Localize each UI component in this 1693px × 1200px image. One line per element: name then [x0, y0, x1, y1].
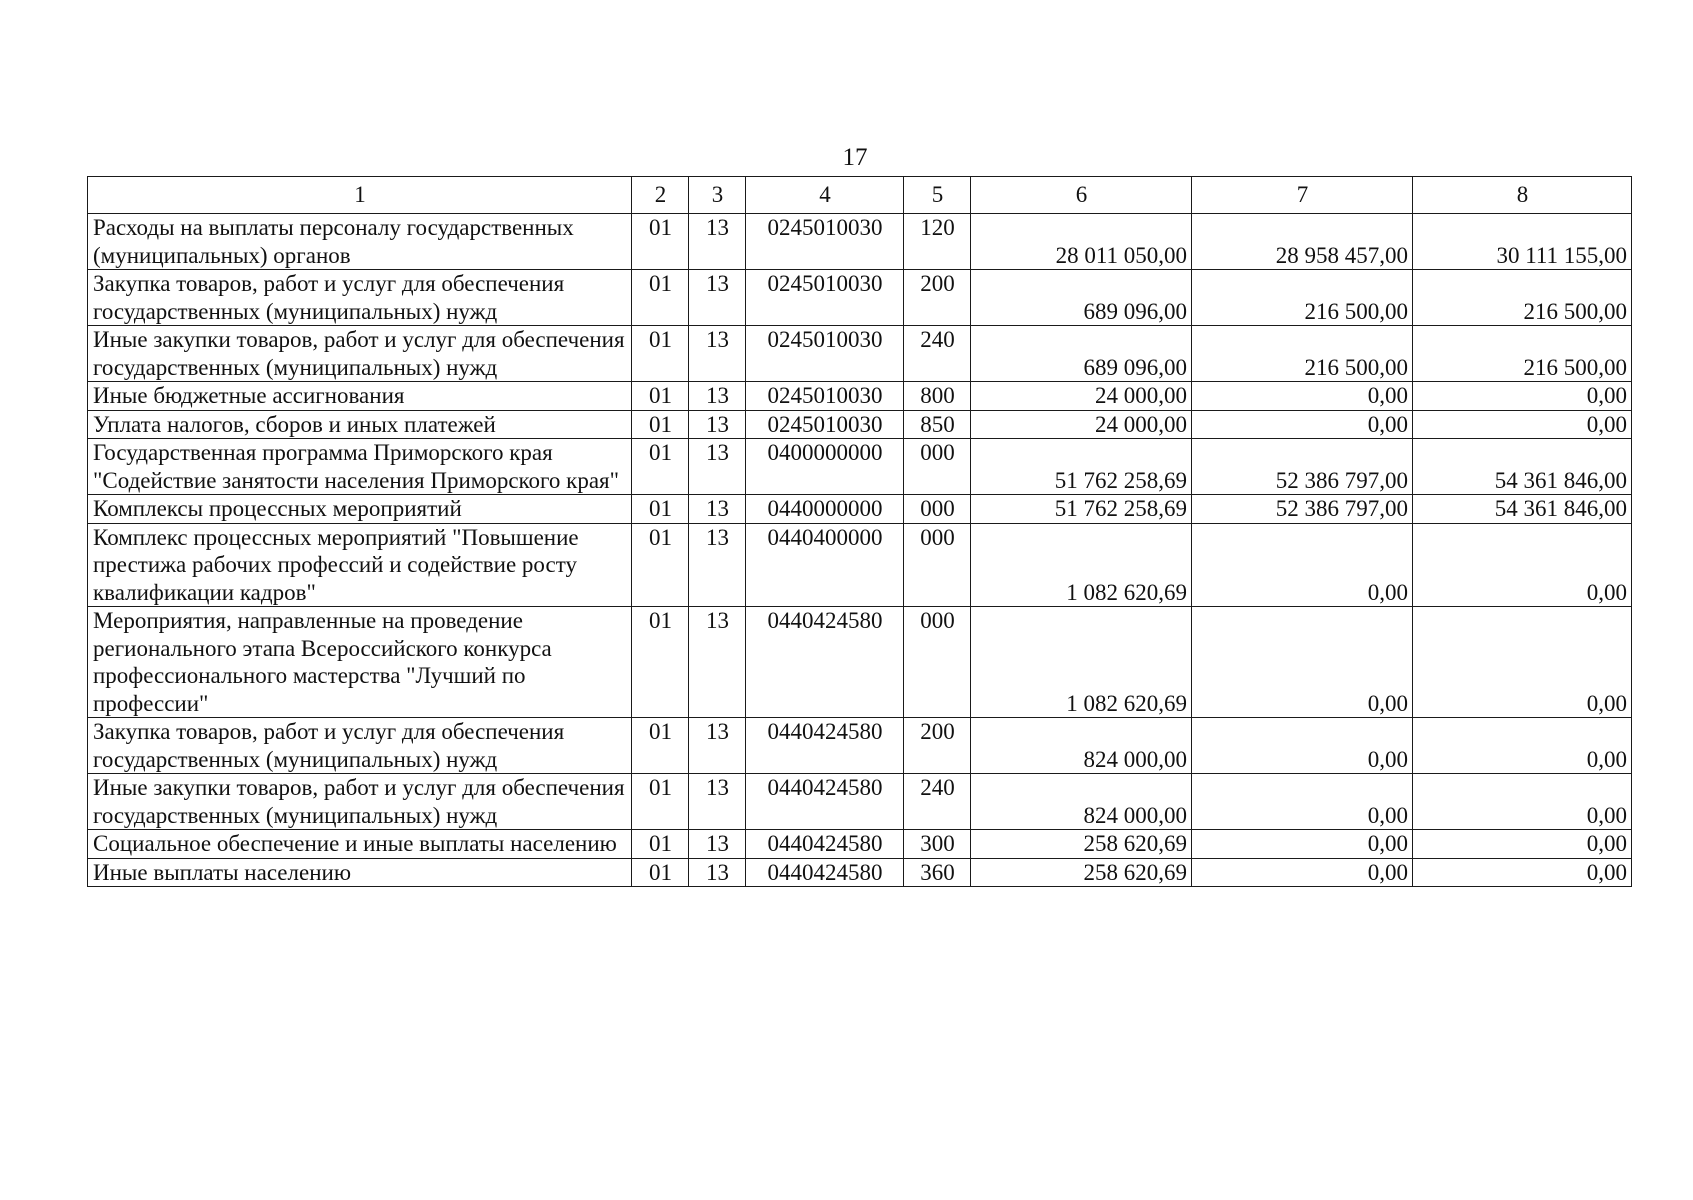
expense-type-code: 850	[904, 410, 971, 439]
table-row	[88, 326, 1632, 382]
amount-col-7: 216 500,00	[1192, 326, 1413, 382]
section-code: 01	[632, 270, 689, 326]
amount-col-7: 0,00	[1192, 607, 1413, 718]
subsection-code: 13	[689, 270, 746, 326]
header-cell: 7	[1192, 177, 1413, 214]
amount-col-8: 216 500,00	[1413, 270, 1632, 326]
budget-table	[87, 176, 1632, 887]
table-row	[88, 410, 1632, 439]
table-row	[88, 607, 1632, 718]
amount-col-8: 0,00	[1413, 774, 1632, 830]
amount-col-8: 0,00	[1413, 382, 1632, 411]
target-article-code: 0245010030	[746, 382, 904, 411]
table-row	[88, 439, 1632, 495]
expense-type-code: 240	[904, 774, 971, 830]
target-article-code: 0245010030	[746, 410, 904, 439]
amount-col-8: 0,00	[1413, 523, 1632, 607]
expense-name: Иные выплаты населению	[88, 858, 632, 887]
section-code: 01	[632, 439, 689, 495]
expense-type-code: 300	[904, 830, 971, 859]
amount-col-6: 689 096,00	[971, 270, 1192, 326]
amount-col-7: 0,00	[1192, 718, 1413, 774]
expense-type-code: 120	[904, 214, 971, 270]
amount-col-7: 0,00	[1192, 830, 1413, 859]
subsection-code: 13	[689, 495, 746, 524]
amount-col-7: 52 386 797,00	[1192, 439, 1413, 495]
target-article-code: 0440424580	[746, 607, 904, 718]
expense-name: Комплексы процессных мероприятий	[88, 495, 632, 524]
section-code: 01	[632, 718, 689, 774]
section-code: 01	[632, 495, 689, 524]
amount-col-6: 258 620,69	[971, 858, 1192, 887]
amount-col-6: 824 000,00	[971, 718, 1192, 774]
amount-col-7: 216 500,00	[1192, 270, 1413, 326]
target-article-code: 0440000000	[746, 495, 904, 524]
amount-col-7: 0,00	[1192, 382, 1413, 411]
expense-name: Иные закупки товаров, работ и услуг для обеспечения государственных (муниципальных) нужд	[88, 326, 632, 382]
amount-col-8: 0,00	[1413, 410, 1632, 439]
expense-type-code: 000	[904, 523, 971, 607]
table-row	[88, 495, 1632, 524]
table-row	[88, 382, 1632, 411]
subsection-code: 13	[689, 607, 746, 718]
expense-name: Мероприятия, направленные на проведение регионального этапа Всероссийского конкурса профессионального мастерства "Лучший по профессии"	[88, 607, 632, 718]
table-row	[88, 523, 1632, 607]
amount-col-6: 824 000,00	[971, 774, 1192, 830]
amount-col-8: 216 500,00	[1413, 326, 1632, 382]
amount-col-6: 28 011 050,00	[971, 214, 1192, 270]
expense-name: Закупка товаров, работ и услуг для обеспечения государственных (муниципальных) нужд	[88, 270, 632, 326]
expense-name: Иные бюджетные ассигнования	[88, 382, 632, 411]
subsection-code: 13	[689, 326, 746, 382]
expense-type-code: 000	[904, 607, 971, 718]
section-code: 01	[632, 382, 689, 411]
subsection-code: 13	[689, 439, 746, 495]
target-article-code: 0440400000	[746, 523, 904, 607]
expense-name: Расходы на выплаты персоналу государственных (муниципальных) органов	[88, 214, 632, 270]
expense-type-code: 800	[904, 382, 971, 411]
subsection-code: 13	[689, 523, 746, 607]
amount-col-6: 1 082 620,69	[971, 523, 1192, 607]
target-article-code: 0440424580	[746, 858, 904, 887]
section-code: 01	[632, 607, 689, 718]
amount-col-7: 0,00	[1192, 410, 1413, 439]
amount-col-8: 0,00	[1413, 718, 1632, 774]
amount-col-6: 258 620,69	[971, 830, 1192, 859]
subsection-code: 13	[689, 858, 746, 887]
subsection-code: 13	[689, 830, 746, 859]
expense-type-code: 240	[904, 326, 971, 382]
expense-type-code: 360	[904, 858, 971, 887]
table-row	[88, 718, 1632, 774]
amount-col-8: 54 361 846,00	[1413, 495, 1632, 524]
amount-col-8: 0,00	[1413, 607, 1632, 718]
table-row	[88, 270, 1632, 326]
amount-col-6: 24 000,00	[971, 410, 1192, 439]
section-code: 01	[632, 410, 689, 439]
expense-type-code: 000	[904, 439, 971, 495]
expense-name: Комплекс процессных мероприятий "Повышение престижа рабочих профессий и содействие росту квалификации кадров"	[88, 523, 632, 607]
table-row	[88, 830, 1632, 859]
amount-col-7: 52 386 797,00	[1192, 495, 1413, 524]
amount-col-7: 0,00	[1192, 858, 1413, 887]
subsection-code: 13	[689, 410, 746, 439]
target-article-code: 0440424580	[746, 774, 904, 830]
header-cell: 2	[632, 177, 689, 214]
section-code: 01	[632, 774, 689, 830]
target-article-code: 0245010030	[746, 214, 904, 270]
target-article-code: 0440424580	[746, 718, 904, 774]
amount-col-8: 0,00	[1413, 830, 1632, 859]
expense-name: Социальное обеспечение и иные выплаты населению	[88, 830, 632, 859]
header-cell: 1	[88, 177, 632, 214]
amount-col-8: 54 361 846,00	[1413, 439, 1632, 495]
expense-type-code: 200	[904, 718, 971, 774]
header-cell: 6	[971, 177, 1192, 214]
amount-col-7: 0,00	[1192, 523, 1413, 607]
target-article-code: 0440424580	[746, 830, 904, 859]
amount-col-7: 0,00	[1192, 774, 1413, 830]
amount-col-8: 0,00	[1413, 858, 1632, 887]
amount-col-6: 24 000,00	[971, 382, 1192, 411]
expense-name: Уплата налогов, сборов и иных платежей	[88, 410, 632, 439]
section-code: 01	[632, 830, 689, 859]
subsection-code: 13	[689, 214, 746, 270]
subsection-code: 13	[689, 382, 746, 411]
amount-col-6: 689 096,00	[971, 326, 1192, 382]
header-cell: 3	[689, 177, 746, 214]
expense-name: Иные закупки товаров, работ и услуг для обеспечения государственных (муниципальных) нужд	[88, 774, 632, 830]
target-article-code: 0245010030	[746, 270, 904, 326]
section-code: 01	[632, 858, 689, 887]
section-code: 01	[632, 326, 689, 382]
section-code: 01	[632, 523, 689, 607]
page-number: 17	[842, 144, 868, 171]
table-row	[88, 214, 1632, 270]
table-row	[88, 774, 1632, 830]
expense-name: Закупка товаров, работ и услуг для обеспечения государственных (муниципальных) нужд	[88, 718, 632, 774]
expense-type-code: 000	[904, 495, 971, 524]
table-row	[88, 858, 1632, 887]
subsection-code: 13	[689, 774, 746, 830]
target-article-code: 0400000000	[746, 439, 904, 495]
expense-type-code: 200	[904, 270, 971, 326]
header-cell: 8	[1413, 177, 1632, 214]
target-article-code: 0245010030	[746, 326, 904, 382]
header-cell: 4	[746, 177, 904, 214]
amount-col-6: 1 082 620,69	[971, 607, 1192, 718]
amount-col-6: 51 762 258,69	[971, 495, 1192, 524]
header-row	[88, 177, 1632, 214]
amount-col-7: 28 958 457,00	[1192, 214, 1413, 270]
amount-col-6: 51 762 258,69	[971, 439, 1192, 495]
header-cell: 5	[904, 177, 971, 214]
expense-name: Государственная программа Приморского края "Содействие занятости населения Приморского края"	[88, 439, 632, 495]
section-code: 01	[632, 214, 689, 270]
subsection-code: 13	[689, 718, 746, 774]
amount-col-8: 30 111 155,00	[1413, 214, 1632, 270]
